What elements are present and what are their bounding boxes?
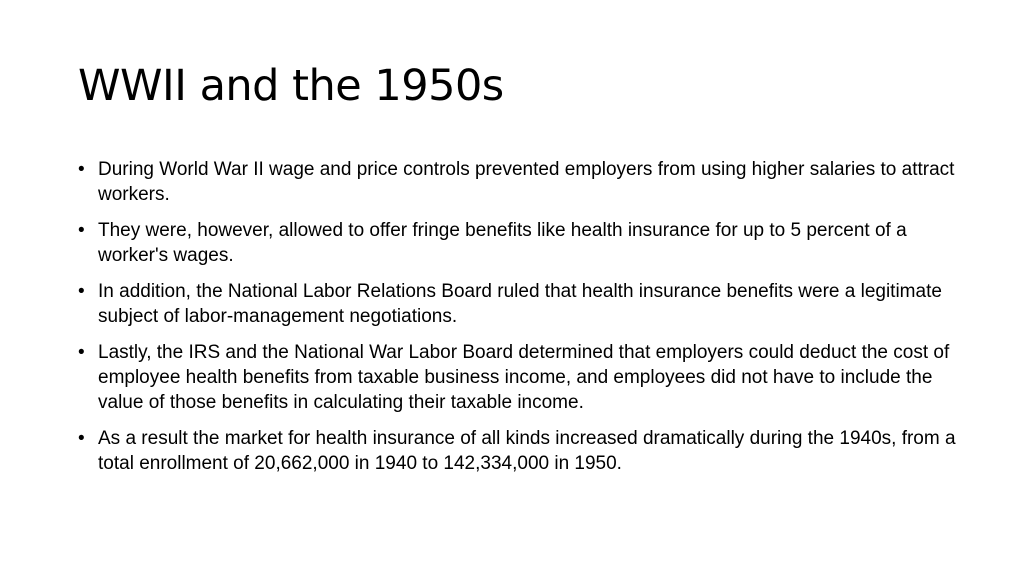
bullet-text: As a result the market for health insurance of all kinds increased dramatically during the 1940s, from a total enrollment of 20,662,000 in 1940 to 142,334,000 in 1950.	[98, 428, 956, 474]
bullet-text: They were, however, allowed to offer fringe benefits like health insurance for up to 5 percent of a worker's wages.	[98, 220, 907, 266]
bullet-marker: •	[78, 428, 85, 449]
bullet-marker: •	[78, 220, 85, 241]
bullet-marker: •	[78, 159, 85, 180]
bullet-text: In addition, the National Labor Relations Board ruled that health insurance benefits were a legitimate subject of labor-management negotiations.	[98, 281, 942, 327]
bullet-marker: •	[78, 342, 85, 363]
bullet-item	[78, 279, 958, 329]
bullet-text: Lastly, the IRS and the National War Labor Board determined that employers could deduct the cost of employee health benefits from taxable business income, and employees did not have to include the value of those benefits in calculating their taxable income.	[98, 342, 950, 413]
slide-title: WWII and the 1950s	[78, 61, 504, 111]
bullet-item	[78, 218, 958, 268]
bullet-text: During World War II wage and price controls prevented employers from using higher salaries to attract workers.	[98, 159, 955, 205]
bullet-item	[78, 157, 958, 207]
bullet-marker: •	[78, 281, 85, 302]
bullet-list	[78, 157, 958, 487]
bullet-item	[78, 426, 958, 476]
bullet-item	[78, 340, 958, 415]
